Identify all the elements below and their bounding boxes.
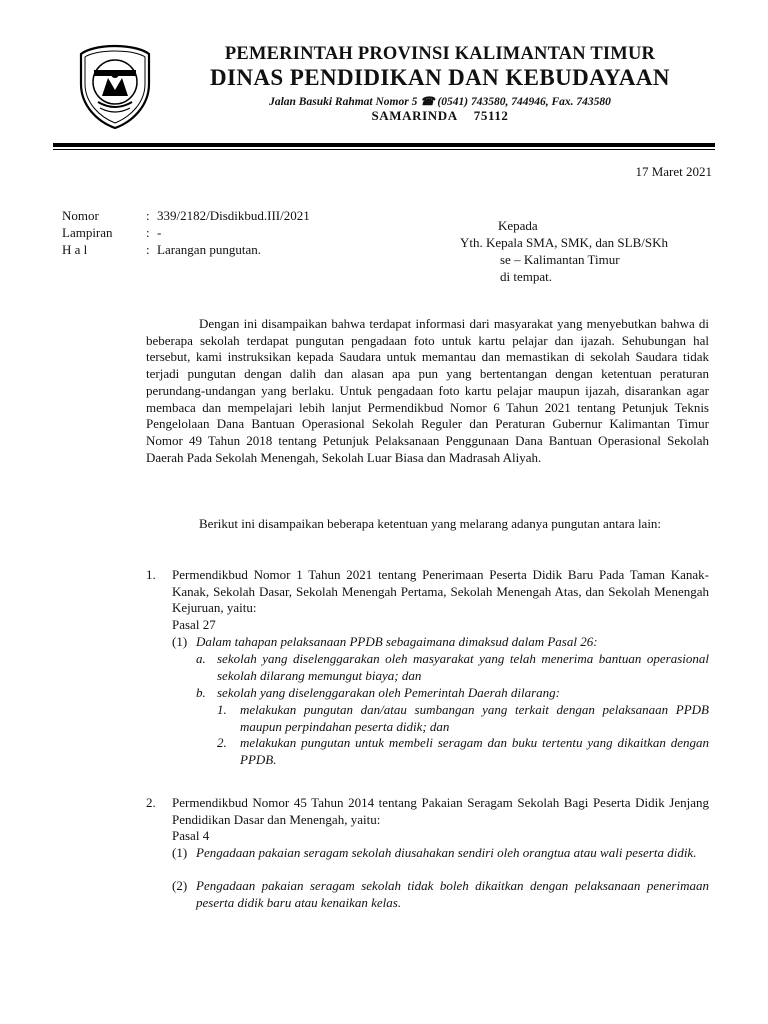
hal-colon: : [146,242,150,257]
recipient-kepada: Kepada [498,218,538,233]
letterhead-address: Jalan Basuki Rahmat Nomor 5 ☎ (0541) 743580, 744946, Fax. 743580 [269,96,611,108]
nomor-label: Nomor [62,208,99,223]
list-item-2-p2-text: Pengadaan pakaian seragam sekolah tidak boleh dikaitkan dengan pelaksanaan penerimaan peserta didik baru atau kenaikan kelas. [196,878,709,910]
recipient-line2: se – Kalimantan Timur [500,252,620,267]
recipient-line1: Yth. Kepala SMA, SMK, dan SLB/SKh [460,235,669,250]
list-item-2-number: 2. [146,795,156,810]
lampiran-colon: : [146,225,150,240]
recipient-line3: di tempat. [500,269,552,284]
letterhead-rule-thin [53,149,715,150]
list-item-2-p1-text: Pengadaan pakaian seragam sekolah diusahakan sendiri oleh orangtua atau wali peserta didik. [196,845,697,860]
lampiran-value: - [157,225,162,240]
list-item-2-pasal: Pasal 4 [172,828,210,843]
list-item-1-ayat-number: (1) [172,634,188,649]
list-item-1-a-number: a. [196,651,206,666]
list-item-1-number: 1. [146,567,156,582]
list-item-1-pasal: Pasal 27 [172,617,216,632]
list-item-1-b2-text: melakukan pungutan untuk membeli seragam dan buku tertentu yang dikaitkan dengan PPDB. [240,735,709,767]
letter-date: 17 Maret 2021 [635,164,712,179]
list-item-1-b1-number: 1. [217,702,227,717]
list-item-2-text: Permendikbud Nomor 45 Tahun 2014 tentang Pakaian Seragam Sekolah Bagi Peserta Didik Jenjang Pendidikan Dasar dan Menengah, yaitu: [172,795,709,827]
list-item-1-ayat-text: Dalam tahapan pelaksanaan PPDB sebagaimana dimaksud dalam Pasal 26: [196,634,598,649]
hal-value: Larangan pungutan. [157,242,261,257]
letterhead-postal: 75112 [473,108,509,123]
list-item-1-b-text: sekolah yang diselenggarakan oleh Pemerintah Daerah dilarang: [217,685,560,700]
letterhead-rule-thick [53,143,715,147]
letterhead-city: SAMARINDA [371,108,458,123]
letterhead-government: PEMERINTAH PROVINSI KALIMANTAN TIMUR [224,44,656,64]
lampiran-label: Lampiran [62,225,113,240]
list-item-1-b2-number: 2. [217,735,227,750]
body-paragraph-1: Dengan ini disampaikan bahwa terdapat informasi dari masyarakat yang menyebutkan bahwa di beberapa sekolah terdapat pungutan pengadaan foto untuk kartu pelajar dan ijazah. Sehubungan hal tersebut, kami instruksikan kepada Saudara untuk memantau dan memastikan di sekolah Saudara tidak terjadi pungutan dengan dalih dan alasan apa pun yang bertentangan dengan ketentuan peraturan perundang-undangan yang berlaku. Untuk pengadaan foto kartu pelajar maupun ijazah, disarankan agar membaca dan mempelajari lebih lanjut Permendikbud Nomor 6 Tahun 2021 tentang Petunjuk Teknis Pengelolaan Dana Bantuan Operasional Sekolah Reguler dan Peraturan Gubernur Kalimantan Timur Nomor 49 Tahun 2018 tentang Petunjuk Pelaksanaan Penggunaan Dana Bantuan Operasional Sekolah Daerah Pada Sekolah Menengah, Sekolah Luar Biasa dan Madrasah Aliyah. [146,316,709,465]
provincial-emblem-icon [78,44,152,130]
list-item-1-text: Permendikbud Nomor 1 Tahun 2021 tentang Penerimaan Peserta Didik Baru Pada Taman Kanak-Kanak, Sekolah Dasar, Sekolah Menengah Pertama, Sekolah Menengah Atas, dan Sekolah Menengah Kejuruan, yaitu: [172,567,709,616]
list-item-1-b1-text: melakukan pungutan dan/atau sumbangan yang terkait dengan pelaksanaan PPDB maupun perpindahan peserta didik; dan [240,702,709,734]
letterhead-city-line [160,108,720,124]
hal-label: H a l [62,242,88,257]
body-paragraph-2: Berikut ini disampaikan beberapa ketentuan yang melarang adanya pungutan antara lain: [199,516,662,531]
list-item-1-b-number: b. [196,685,206,700]
list-item-2-p2-number: (2) [172,878,188,893]
letterhead-department: DINAS PENDIDIKAN DAN KEBUDAYAAN [210,65,670,90]
nomor-colon: : [146,208,150,223]
nomor-value: 339/2182/Disdikbud.III/2021 [157,208,310,223]
list-item-2-p1-number: (1) [172,845,188,860]
list-item-1-a-text: sekolah yang diselenggarakan oleh masyarakat yang telah menerima bantuan operasional sekolah dilarang memungut biaya; dan [217,651,709,683]
